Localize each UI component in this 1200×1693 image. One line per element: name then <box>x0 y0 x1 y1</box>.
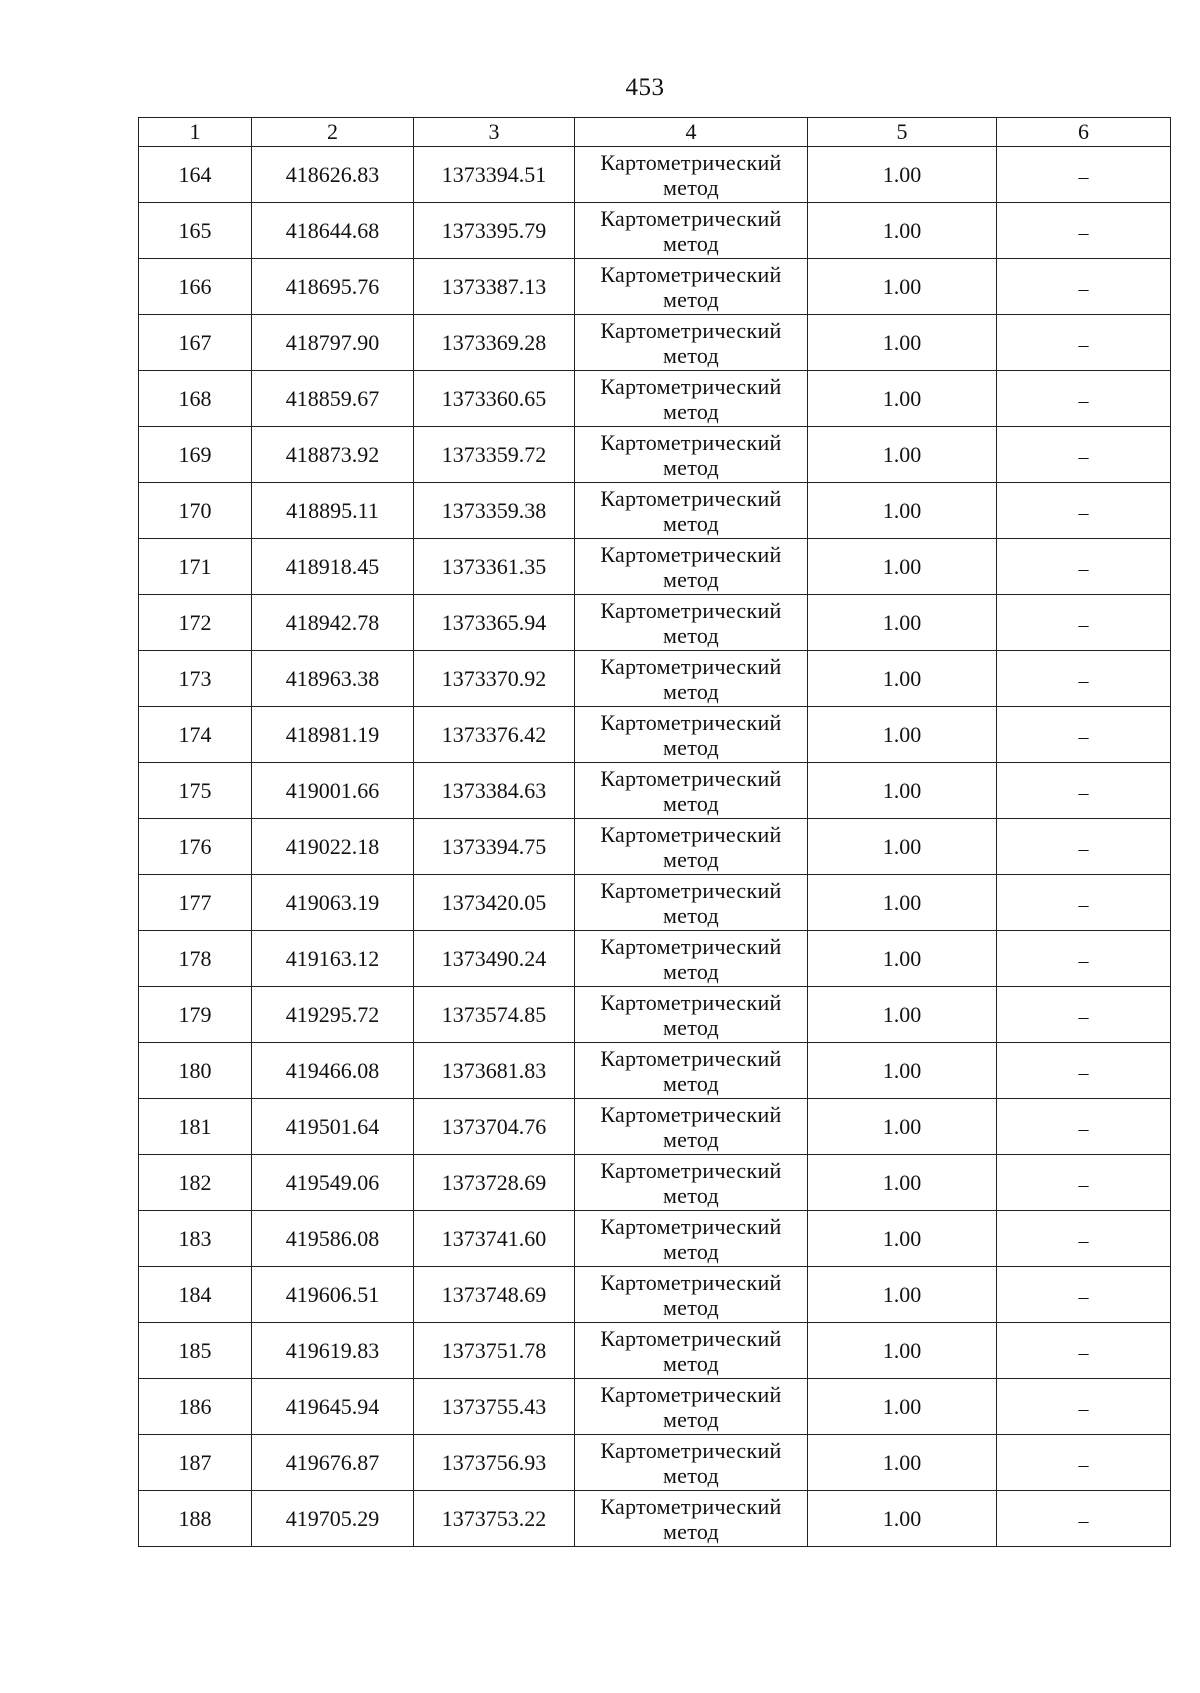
table-row <box>139 1267 1171 1323</box>
method-line-1: Картометрический <box>600 429 782 455</box>
x-coordinate-cell: 418626.83 <box>252 147 414 203</box>
x-coordinate-cell: 418873.92 <box>252 427 414 483</box>
method-cell <box>575 931 808 987</box>
note-dash: – <box>1078 670 1089 692</box>
point-number-cell: 172 <box>139 595 252 651</box>
method-line-2: метод <box>662 398 720 424</box>
note-cell <box>997 763 1171 819</box>
y-coordinate-cell: 1373387.13 <box>414 259 575 315</box>
accuracy-cell: 1.00 <box>808 1211 997 1267</box>
table-row <box>139 371 1171 427</box>
note-dash: – <box>1078 1174 1089 1196</box>
y-coordinate-cell: 1373704.76 <box>414 1099 575 1155</box>
point-number-cell: 174 <box>139 707 252 763</box>
method-line-2: метод <box>662 1238 720 1264</box>
note-cell <box>997 651 1171 707</box>
method-line-2: метод <box>662 1462 720 1488</box>
method-line-1: Картометрический <box>600 541 782 567</box>
y-coordinate-cell: 1373681.83 <box>414 1043 575 1099</box>
point-number-cell: 167 <box>139 315 252 371</box>
table-row <box>139 875 1171 931</box>
column-header-6: 6 <box>997 118 1171 147</box>
method-line-1: Картометрический <box>600 485 782 511</box>
x-coordinate-cell: 419549.06 <box>252 1155 414 1211</box>
point-number-cell: 185 <box>139 1323 252 1379</box>
method-line-2: метод <box>662 790 720 816</box>
table-row <box>139 651 1171 707</box>
x-coordinate-cell: 419163.12 <box>252 931 414 987</box>
column-header-3: 3 <box>414 118 575 147</box>
table-row <box>139 819 1171 875</box>
method-line-2: метод <box>662 622 720 648</box>
note-dash: – <box>1078 390 1089 412</box>
accuracy-cell: 1.00 <box>808 315 997 371</box>
note-cell <box>997 1155 1171 1211</box>
x-coordinate-cell: 419606.51 <box>252 1267 414 1323</box>
x-coordinate-cell: 418644.68 <box>252 203 414 259</box>
method-line-2: метод <box>662 1518 720 1544</box>
method-line-2: метод <box>662 734 720 760</box>
method-line-2: метод <box>662 1070 720 1096</box>
accuracy-cell: 1.00 <box>808 371 997 427</box>
method-line-2: метод <box>662 1014 720 1040</box>
note-cell <box>997 1379 1171 1435</box>
method-line-2: метод <box>662 1182 720 1208</box>
y-coordinate-cell: 1373574.85 <box>414 987 575 1043</box>
note-cell <box>997 1043 1171 1099</box>
method-cell <box>575 539 808 595</box>
point-number-cell: 168 <box>139 371 252 427</box>
x-coordinate-cell: 419001.66 <box>252 763 414 819</box>
method-line-1: Картометрический <box>600 877 782 903</box>
note-dash: – <box>1078 446 1089 468</box>
note-dash: – <box>1078 502 1089 524</box>
y-coordinate-cell: 1373728.69 <box>414 1155 575 1211</box>
accuracy-cell: 1.00 <box>808 931 997 987</box>
table-row <box>139 1491 1171 1547</box>
table-row <box>139 539 1171 595</box>
accuracy-cell: 1.00 <box>808 259 997 315</box>
method-cell <box>575 1043 808 1099</box>
method-cell <box>575 987 808 1043</box>
accuracy-cell: 1.00 <box>808 203 997 259</box>
note-dash: – <box>1078 782 1089 804</box>
x-coordinate-cell: 419676.87 <box>252 1435 414 1491</box>
method-cell <box>575 1435 808 1491</box>
note-cell <box>997 819 1171 875</box>
accuracy-cell: 1.00 <box>808 707 997 763</box>
y-coordinate-cell: 1373365.94 <box>414 595 575 651</box>
note-cell <box>997 1435 1171 1491</box>
note-cell <box>997 259 1171 315</box>
y-coordinate-cell: 1373420.05 <box>414 875 575 931</box>
method-line-1: Картометрический <box>600 1493 782 1519</box>
accuracy-cell: 1.00 <box>808 539 997 595</box>
y-coordinate-cell: 1373376.42 <box>414 707 575 763</box>
note-dash: – <box>1078 334 1089 356</box>
method-line-2: метод <box>662 1406 720 1432</box>
method-cell <box>575 763 808 819</box>
method-line-1: Картометрический <box>600 1157 782 1183</box>
method-cell <box>575 875 808 931</box>
point-number-cell: 165 <box>139 203 252 259</box>
method-line-2: метод <box>662 1350 720 1376</box>
x-coordinate-cell: 419501.64 <box>252 1099 414 1155</box>
note-cell <box>997 875 1171 931</box>
point-number-cell: 179 <box>139 987 252 1043</box>
method-line-1: Картометрический <box>600 317 782 343</box>
method-line-1: Картометрический <box>600 1101 782 1127</box>
y-coordinate-cell: 1373370.92 <box>414 651 575 707</box>
note-cell <box>997 1211 1171 1267</box>
note-dash: – <box>1078 1118 1089 1140</box>
note-dash: – <box>1078 1342 1089 1364</box>
note-dash: – <box>1078 1062 1089 1084</box>
accuracy-cell: 1.00 <box>808 763 997 819</box>
method-line-1: Картометрический <box>600 205 782 231</box>
method-cell <box>575 595 808 651</box>
method-line-2: метод <box>662 1126 720 1152</box>
table-row <box>139 427 1171 483</box>
method-line-1: Картометрический <box>600 765 782 791</box>
y-coordinate-cell: 1373369.28 <box>414 315 575 371</box>
table-row <box>139 1043 1171 1099</box>
accuracy-cell: 1.00 <box>808 1491 997 1547</box>
note-cell <box>997 1099 1171 1155</box>
method-cell <box>575 819 808 875</box>
note-dash: – <box>1078 222 1089 244</box>
accuracy-cell: 1.00 <box>808 1155 997 1211</box>
method-line-1: Картометрический <box>600 261 782 287</box>
point-number-cell: 166 <box>139 259 252 315</box>
method-line-1: Картометрический <box>600 1381 782 1407</box>
accuracy-cell: 1.00 <box>808 483 997 539</box>
note-cell <box>997 1491 1171 1547</box>
note-cell <box>997 315 1171 371</box>
y-coordinate-cell: 1373359.38 <box>414 483 575 539</box>
point-number-cell: 178 <box>139 931 252 987</box>
note-cell <box>997 1323 1171 1379</box>
table-row <box>139 1099 1171 1155</box>
note-dash: – <box>1078 1006 1089 1028</box>
method-line-1: Картометрический <box>600 1325 782 1351</box>
point-number-cell: 177 <box>139 875 252 931</box>
accuracy-cell: 1.00 <box>808 1267 997 1323</box>
method-cell <box>575 203 808 259</box>
method-line-1: Картометрический <box>600 933 782 959</box>
method-line-1: Картометрический <box>600 1437 782 1463</box>
method-cell <box>575 147 808 203</box>
note-cell <box>997 707 1171 763</box>
note-dash: – <box>1078 1286 1089 1308</box>
method-line-1: Картометрический <box>600 1213 782 1239</box>
y-coordinate-cell: 1373394.75 <box>414 819 575 875</box>
point-number-cell: 187 <box>139 1435 252 1491</box>
method-cell <box>575 707 808 763</box>
accuracy-cell: 1.00 <box>808 1043 997 1099</box>
y-coordinate-cell: 1373384.63 <box>414 763 575 819</box>
accuracy-cell: 1.00 <box>808 987 997 1043</box>
point-number-cell: 164 <box>139 147 252 203</box>
table-row <box>139 987 1171 1043</box>
method-line-2: метод <box>662 566 720 592</box>
point-number-cell: 175 <box>139 763 252 819</box>
accuracy-cell: 1.00 <box>808 651 997 707</box>
accuracy-cell: 1.00 <box>808 875 997 931</box>
point-number-cell: 169 <box>139 427 252 483</box>
x-coordinate-cell: 419466.08 <box>252 1043 414 1099</box>
point-number-cell: 171 <box>139 539 252 595</box>
method-line-2: метод <box>662 678 720 704</box>
table-row <box>139 1379 1171 1435</box>
point-number-cell: 173 <box>139 651 252 707</box>
point-number-cell: 176 <box>139 819 252 875</box>
table-row <box>139 315 1171 371</box>
method-line-1: Картометрический <box>600 709 782 735</box>
method-line-1: Картометрический <box>600 373 782 399</box>
x-coordinate-cell: 419645.94 <box>252 1379 414 1435</box>
method-cell <box>575 1155 808 1211</box>
note-dash: – <box>1078 278 1089 300</box>
note-cell <box>997 203 1171 259</box>
table-row <box>139 147 1171 203</box>
note-cell <box>997 147 1171 203</box>
method-cell <box>575 1211 808 1267</box>
method-line-2: метод <box>662 286 720 312</box>
y-coordinate-cell: 1373394.51 <box>414 147 575 203</box>
coordinates-table <box>138 117 1171 1547</box>
accuracy-cell: 1.00 <box>808 819 997 875</box>
note-cell <box>997 595 1171 651</box>
x-coordinate-cell: 418981.19 <box>252 707 414 763</box>
method-cell <box>575 1491 808 1547</box>
method-line-1: Картометрический <box>600 821 782 847</box>
y-coordinate-cell: 1373395.79 <box>414 203 575 259</box>
x-coordinate-cell: 418895.11 <box>252 483 414 539</box>
method-line-2: метод <box>662 958 720 984</box>
column-header-2: 2 <box>252 118 414 147</box>
method-cell <box>575 1379 808 1435</box>
table-row <box>139 931 1171 987</box>
note-dash: – <box>1078 1454 1089 1476</box>
method-line-2: метод <box>662 846 720 872</box>
x-coordinate-cell: 419619.83 <box>252 1323 414 1379</box>
accuracy-cell: 1.00 <box>808 427 997 483</box>
note-dash: – <box>1078 894 1089 916</box>
note-dash: – <box>1078 1510 1089 1532</box>
x-coordinate-cell: 418942.78 <box>252 595 414 651</box>
table-row <box>139 595 1171 651</box>
table-row <box>139 259 1171 315</box>
accuracy-cell: 1.00 <box>808 1099 997 1155</box>
method-line-2: метод <box>662 174 720 200</box>
x-coordinate-cell: 419022.18 <box>252 819 414 875</box>
point-number-cell: 182 <box>139 1155 252 1211</box>
method-line-1: Картометрический <box>600 149 782 175</box>
page-number: 453 <box>625 74 665 101</box>
method-cell <box>575 315 808 371</box>
method-cell <box>575 259 808 315</box>
note-dash: – <box>1078 614 1089 636</box>
table-header-row <box>139 118 1171 147</box>
y-coordinate-cell: 1373360.65 <box>414 371 575 427</box>
method-line-1: Картометрический <box>600 653 782 679</box>
method-cell <box>575 427 808 483</box>
note-dash: – <box>1078 838 1089 860</box>
method-line-1: Картометрический <box>600 1269 782 1295</box>
table-row <box>139 483 1171 539</box>
table-row <box>139 203 1171 259</box>
method-line-2: метод <box>662 230 720 256</box>
note-dash: – <box>1078 166 1089 188</box>
y-coordinate-cell: 1373359.72 <box>414 427 575 483</box>
point-number-cell: 188 <box>139 1491 252 1547</box>
method-line-1: Картометрический <box>600 989 782 1015</box>
note-cell <box>997 483 1171 539</box>
method-line-2: метод <box>662 342 720 368</box>
note-cell <box>997 987 1171 1043</box>
table-row <box>139 763 1171 819</box>
x-coordinate-cell: 419063.19 <box>252 875 414 931</box>
table-row <box>139 1323 1171 1379</box>
note-dash: – <box>1078 726 1089 748</box>
y-coordinate-cell: 1373751.78 <box>414 1323 575 1379</box>
point-number-cell: 186 <box>139 1379 252 1435</box>
y-coordinate-cell: 1373753.22 <box>414 1491 575 1547</box>
method-cell <box>575 1323 808 1379</box>
table-row <box>139 1155 1171 1211</box>
column-header-1: 1 <box>139 118 252 147</box>
method-line-2: метод <box>662 454 720 480</box>
x-coordinate-cell: 418963.38 <box>252 651 414 707</box>
note-dash: – <box>1078 1398 1089 1420</box>
note-dash: – <box>1078 1230 1089 1252</box>
y-coordinate-cell: 1373748.69 <box>414 1267 575 1323</box>
note-cell <box>997 539 1171 595</box>
method-line-2: метод <box>662 902 720 928</box>
note-cell <box>997 931 1171 987</box>
table-row <box>139 1435 1171 1491</box>
table-body <box>139 118 1171 1547</box>
y-coordinate-cell: 1373741.60 <box>414 1211 575 1267</box>
y-coordinate-cell: 1373490.24 <box>414 931 575 987</box>
y-coordinate-cell: 1373755.43 <box>414 1379 575 1435</box>
method-line-2: метод <box>662 1294 720 1320</box>
accuracy-cell: 1.00 <box>808 595 997 651</box>
x-coordinate-cell: 419586.08 <box>252 1211 414 1267</box>
accuracy-cell: 1.00 <box>808 1379 997 1435</box>
point-number-cell: 180 <box>139 1043 252 1099</box>
y-coordinate-cell: 1373756.93 <box>414 1435 575 1491</box>
accuracy-cell: 1.00 <box>808 1323 997 1379</box>
note-cell <box>997 427 1171 483</box>
point-number-cell: 181 <box>139 1099 252 1155</box>
method-line-1: Картометрический <box>600 1045 782 1071</box>
method-cell <box>575 1099 808 1155</box>
x-coordinate-cell: 418918.45 <box>252 539 414 595</box>
method-cell <box>575 483 808 539</box>
method-cell <box>575 651 808 707</box>
x-coordinate-cell: 419705.29 <box>252 1491 414 1547</box>
method-cell <box>575 371 808 427</box>
note-dash: – <box>1078 558 1089 580</box>
method-line-1: Картометрический <box>600 597 782 623</box>
table-row <box>139 707 1171 763</box>
accuracy-cell: 1.00 <box>808 147 997 203</box>
x-coordinate-cell: 418797.90 <box>252 315 414 371</box>
note-dash: – <box>1078 950 1089 972</box>
x-coordinate-cell: 418859.67 <box>252 371 414 427</box>
method-cell <box>575 1267 808 1323</box>
note-cell <box>997 371 1171 427</box>
accuracy-cell: 1.00 <box>808 1435 997 1491</box>
column-header-4: 4 <box>575 118 808 147</box>
point-number-cell: 184 <box>139 1267 252 1323</box>
x-coordinate-cell: 418695.76 <box>252 259 414 315</box>
table-row <box>139 1211 1171 1267</box>
method-line-2: метод <box>662 510 720 536</box>
note-cell <box>997 1267 1171 1323</box>
x-coordinate-cell: 419295.72 <box>252 987 414 1043</box>
point-number-cell: 183 <box>139 1211 252 1267</box>
y-coordinate-cell: 1373361.35 <box>414 539 575 595</box>
column-header-5: 5 <box>808 118 997 147</box>
point-number-cell: 170 <box>139 483 252 539</box>
